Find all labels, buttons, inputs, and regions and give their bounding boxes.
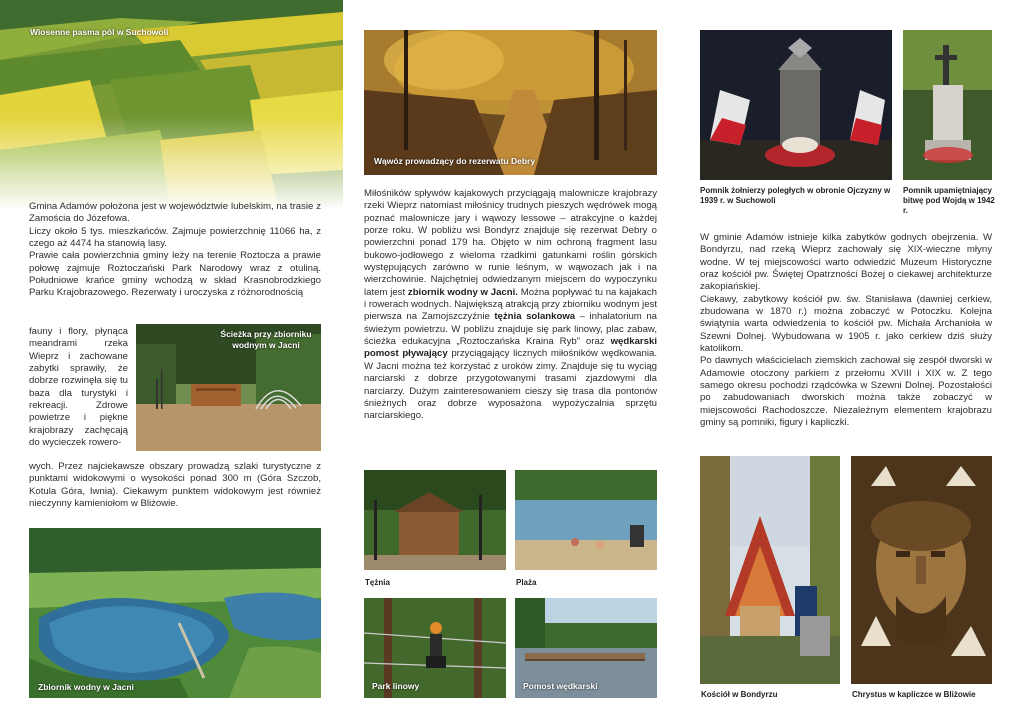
text-run: Można popływać tu na kajakach i rowerach wodnych. Największą atrakcją przy zbiorniku wodnym jest pierwsza na Zamojszczyźnie (364, 286, 657, 323)
text-run: przyciągający licznych miłośników wędkowania. W Jacni można też korzystać z uroków zimy. Znajduje się tu wyciąg narciarski z dobrze przygotowanymi trasami zjazdowymi dla narciarzy. Dużym zainteresowaniem cieszy się trasa dla pontonów śnieżnych oraz dobrze wyposażona wypożyczalnia sprzętu narciarskiego. (364, 348, 657, 422)
photo-bondyrz-church (700, 456, 840, 684)
photo-caption: Kościół w Bondyrzu (701, 690, 778, 699)
paragraph: W gminie Adamów istnieje kilka zabytków godnych obejrzenia. W Bondyrzu, nad rzeką Wieprz zachowały się XIX-wieczne młyny wodne. W tej miejscowości warto odwiedzić Muzeum Historyczne oraz kościół pw. Świętej Opatrzności Bożej o ciekawej architekturze zakopiańskiej. (700, 232, 992, 293)
photo-caption: Pomnik żołnierzy poległych w obronie Ojczyzny w 1939 r. w Suchowoli (700, 186, 891, 205)
paragraph: Po dawnych właścicielach ziemskich zachował się zespół dworski w Adamowie otoczony parkiem z przełomu XVIII i XIX w. Z tego samego okresu pochodzi rządcówka w Szewni Dolnej. Pozostałości po zabudowaniach dworskich można także zobaczyć w miejscowości Rachodoszcze. Niezależnym elementem krajobrazu gminy są pomniki, figury i kapliczki. (700, 355, 992, 429)
photo-caption: Tężnia (365, 578, 390, 587)
photo-wojda-monument (903, 30, 992, 180)
col3-text (700, 232, 992, 430)
photo-caption: Pomnik upamiętniający bitwę pod Wojdą w 1942 r. (903, 186, 995, 215)
text-run: – inhalatorium na świeżym powietrzu. W pobliżu znajduje się park linowy, plac zabaw, ścieżka edukacyjna „Roztoczańska Kraina Ryb” oraz (364, 311, 658, 348)
after-text: wych. Przez najciekawsze obszary prowadzą szlaki turystyczne z punktami widokowymi o wysokości ponad 300 m (Góra Szczob, Kotula Góra, Iwnia). Ciekawym punktem widokowym jest również nieczynny kamieniołom w Bliżowie. (29, 461, 321, 510)
photo-spring-fields (0, 0, 343, 210)
photo-caption: Wąwóz prowadzący do rezerwatu Debry (374, 156, 536, 166)
photo-graduation-tower (364, 470, 506, 570)
intro-paragraph: Gmina Adamów położona jest w województwie lubelskim, na trasie z Zamościa do Józefowa. (29, 201, 321, 225)
intro-text (29, 201, 321, 300)
photo-caption: Ścieżka przy zbiorniku wodnym w Jacni (220, 329, 312, 350)
photo-caption: Chrystus w kapliczce w Bliżowie (852, 690, 976, 699)
photo-caption: Wiosenne pasma pól w Suchowoli (30, 27, 169, 37)
photo-beach (515, 470, 657, 570)
photo-caption: Zbiornik wodny w Jacni (38, 682, 134, 692)
paragraph: Ciekawy, zabytkowy kościół pw. św. Stanisława (dawniej cerkiew, zbudowana w 1870 r.) można zobaczyć w Potoczku. Kolejna świątynia warta odwiedzenia to kościół pw. Michała Archanioła w Szewni Dolnej. Wybudowana w 1905 r. jako cerkiew dziś służy katolikom. (700, 293, 992, 355)
photo-path-reservoir (136, 324, 321, 451)
text-bold: tężnia solankowa (494, 311, 576, 323)
photo-christ-chapel (851, 456, 992, 684)
photo-ravine (364, 30, 657, 175)
photo-fishing-pier (515, 598, 657, 698)
text-run: Miłośników spływów kajakowych przyciągają malownicze krajobrazy rzeki Wieprz natomiast miłośnicy trudnych pieszych wędrówek mogą poznać malownicze jary i wąwozy lessowe – atrakcyjne o każdej porze roku. W pobliżu wsi Bondyrz znajduje się rezerwat Debry o powierzchni ponad 179 ha. Objęto w nim ochroną fragment lasu bukowo-jodłowego z wieloma rzadkimi gatunkami roślin górskich występujących zarówno w runie leśnym, w wąwozach jak i na wierzchowinie. Najchętniej odwiedzanym miejscem do wypoczynku latem jest (364, 188, 657, 298)
col2-text (364, 188, 657, 423)
wrap-text: fauny i flory, płynąca meandrami rzeka Wieprz i zachowane zabytki sprawiły, że dobrze rozwinęła się tu baza dla turystyki i rekreacji. Zdrowe powietrze i piękne krajobrazy zachęcają do wycieczek rowero- (29, 326, 128, 449)
photo-jacnia-reservoir (29, 528, 321, 698)
text-bold: zbiornik wodny w Jacni. (407, 286, 518, 298)
photo-soldiers-monument (700, 30, 892, 180)
photo-caption: Park linowy (372, 681, 420, 691)
photo-caption: Plaża (516, 578, 537, 587)
text-bold: wędkarski pomost pływający (364, 336, 657, 360)
photo-caption: Pomost wędkarski (523, 681, 598, 691)
photo-rope-park (364, 598, 506, 698)
intro-paragraph: Liczy około 5 tys. mieszkańców. Zajmuje powierzchnię 11066 ha, z czego aż 4474 ha stanowią lasy. (29, 225, 321, 250)
intro-paragraph: Prawie cała powierzchnia gminy leży na terenie Roztocza a prawie połowę zajmuje Roztoczański Park Narodowy wraz z otuliną. Południowe krańce gminy wchodzą w skład Krasnobrodzkiego Parku Krajobrazowego. Rezerwaty i uroczyska z różnorodnością (29, 250, 321, 299)
